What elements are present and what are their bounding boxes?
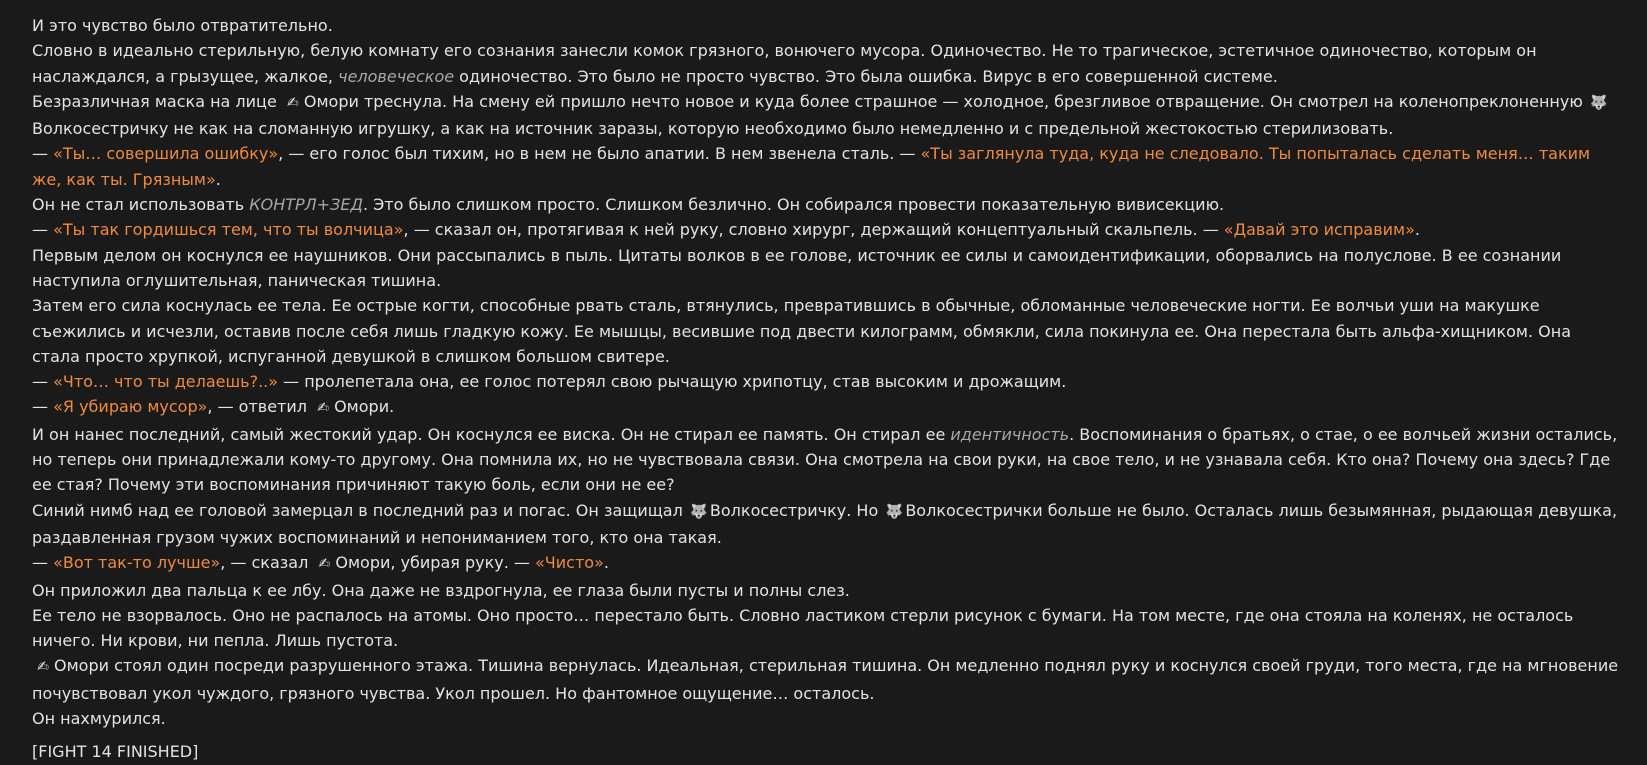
dialogue-line: — «Что… что ты делаешь?..» — пролепетала она, ее голос потерял свою рычащую хрипотцу, став высоким и дрожащим. <box>32 372 1067 392</box>
emphasis-text: человеческое <box>338 66 455 86</box>
paragraph: И это чувство было отвратительно. <box>32 16 333 35</box>
quote: «Вот так-то лучше» <box>53 553 221 573</box>
fight-finished-status: [FIGHT 14 FINISHED] <box>32 742 199 762</box>
quote: «Давай это исправим» <box>1223 220 1415 240</box>
emphasis-text: идентичность <box>950 424 1070 444</box>
paragraph: Первым делом он коснулся ее наушников. Они рассыпались в пыль. Цитаты волков в ее голове, источник ее силы и самоидентификации, оборвались на полуслове. В ее сознании наступила оглушительная, паническая тишина. <box>32 245 1562 290</box>
quote: «Ты… совершила ошибку» <box>53 144 279 164</box>
wolf-face-icon: 🐺 <box>1590 94 1608 111</box>
wolf-face-icon: 🐺 <box>885 503 904 520</box>
paragraph: Затем его сила коснулась ее тела. Ее острые когти, способные рвать сталь, втянулись, превратившись в обычные, обломанные человеческие ногти. Ее волчьи уши на макушке съежились и исчезли, оставив после себя лишь гладкую кожу. Ее мышцы, весившие под двести килограмм, обмякли, сила покинула ее. Она перестала быть альфа-хищником. Она стала просто хрупкой, испуганной девушкой в слишком большом свитере. <box>32 296 1572 366</box>
paragraph: Он приложил два пальца к ее лбу. Она даже не вздрогнула, ее глаза были пусты и полны слез. <box>32 580 850 600</box>
quote: «Ты заглянула туда, куда не следовало. Ты попыталась сделать меня… таким же, как ты. Грязным» <box>32 144 1591 189</box>
quote: «Ты так гордишься тем, что ты волчица» <box>53 220 404 240</box>
quote: «Чисто» <box>535 553 604 573</box>
paragraph: Словно в идеально стерильную, белую комнату его сознания занесли комок грязного, вонючего мусора. Одиночество. Не то трагическое, эстетичное одиночество, которым он наслаждался, а грызущее, жалкое, человеческое одиночество. Это было не просто чувство. Это была ошибка. Вирус в его совершенной системе. <box>32 41 1537 86</box>
paragraph: Ее тело не взорвалось. Оно не распалось на атомы. Оно просто… перестало быть. Словно ластиком стерли рисунок с бумаги. На том месте, где она стояла на коленях, не осталось ничего. Ни крови, ни пепла. Лишь пустота. <box>32 605 1574 651</box>
dialogue-line: — «Ты так гордишься тем, что ты волчица», — сказал он, протягивая к ней руку, словно хирург, держащий концептуальный скальпель. — «Давай это исправим». <box>32 220 1420 240</box>
quote: «Что… что ты делаешь?..» <box>53 372 279 392</box>
wolf-face-icon: 🐺 <box>690 503 708 520</box>
story-text <box>32 13 1622 765</box>
paragraph: Он не стал использовать КОНТРЛ+ЗЕД. Это было слишком просто. Слишком безлично. Он собирался провести показательную вивисекцию. <box>32 195 1225 215</box>
paragraph: Безразличная маска на лице ✍ Омори треснула. На смену ей пришло нечто новое и куда более страшное — холодное, брезгливое отвращение. Он смотрел на коленопреклоненную 🐺Волкосестричку не как на сломанную игрушку, а как на источник заразы, которую необходимо было немедленно и с предельной жестокостью стерилизовать. <box>32 91 1608 139</box>
paragraph: ✍ Омори стоял один посреди разрушенного этажа. Тишина вернулась. Идеальная, стерильная тишина. Он медленно поднял руку и коснулся своей груди, того места, где на мгновение почувствовал укол чуждого, грязного чувства. Укол прошел. Но фантомное ощущение… осталось. <box>32 656 1619 703</box>
paragraph: И он нанес последний, самый жестокий удар. Он коснулся ее виска. Он не стирал ее память. Он стирал ее идентичность. Воспоминания о братьях, о стае, о ее волчьей жизни остались, но теперь они принадлежали кому-то другому. Она помнила их, но не чувствовала связи. Она смотрела на свои руки, на свое тело, и не узнавала себя. Кто она? Почему она здесь? Где ее стая? Почему эти воспоминания причиняют такую боль, если они не ее? <box>32 424 1618 495</box>
emphasis-text: КОНТРЛ+ЗЕД <box>249 195 363 215</box>
writing-hand-icon: ✍ <box>37 659 49 676</box>
writing-hand-icon: ✍ <box>317 400 329 417</box>
dialogue-line: — «Вот так-то лучше», — сказал ✍ Омори, убирая руку. — «Чисто». <box>32 550 1622 577</box>
paragraph: Синий нимб над ее головой замерцал в последний раз и погас. Он защищал 🐺 Волкосестричку. Но 🐺 Волкосестрички больше не было. Осталась лишь безымянная, рыдающая девушка, раздавленная грузом чужих воспоминаний и непониманием того, кто она такая. <box>32 500 1618 547</box>
paragraph: Он нахмурился. <box>32 709 166 729</box>
quote: «Я убираю мусор» <box>53 397 208 417</box>
dialogue-line: — «Я убираю мусор», — ответил ✍ Омори. <box>32 394 1622 421</box>
dialogue-line: — «Ты… совершила ошибку», — его голос был тихим, но в нем не было апатии. В нем звенела сталь. — «Ты заглянула туда, куда не следовало. Ты попыталась сделать меня… таким же, как ты. Грязным». <box>32 144 1591 189</box>
writing-hand-icon: ✍ <box>318 556 331 573</box>
writing-hand-icon: ✍ <box>287 94 299 111</box>
